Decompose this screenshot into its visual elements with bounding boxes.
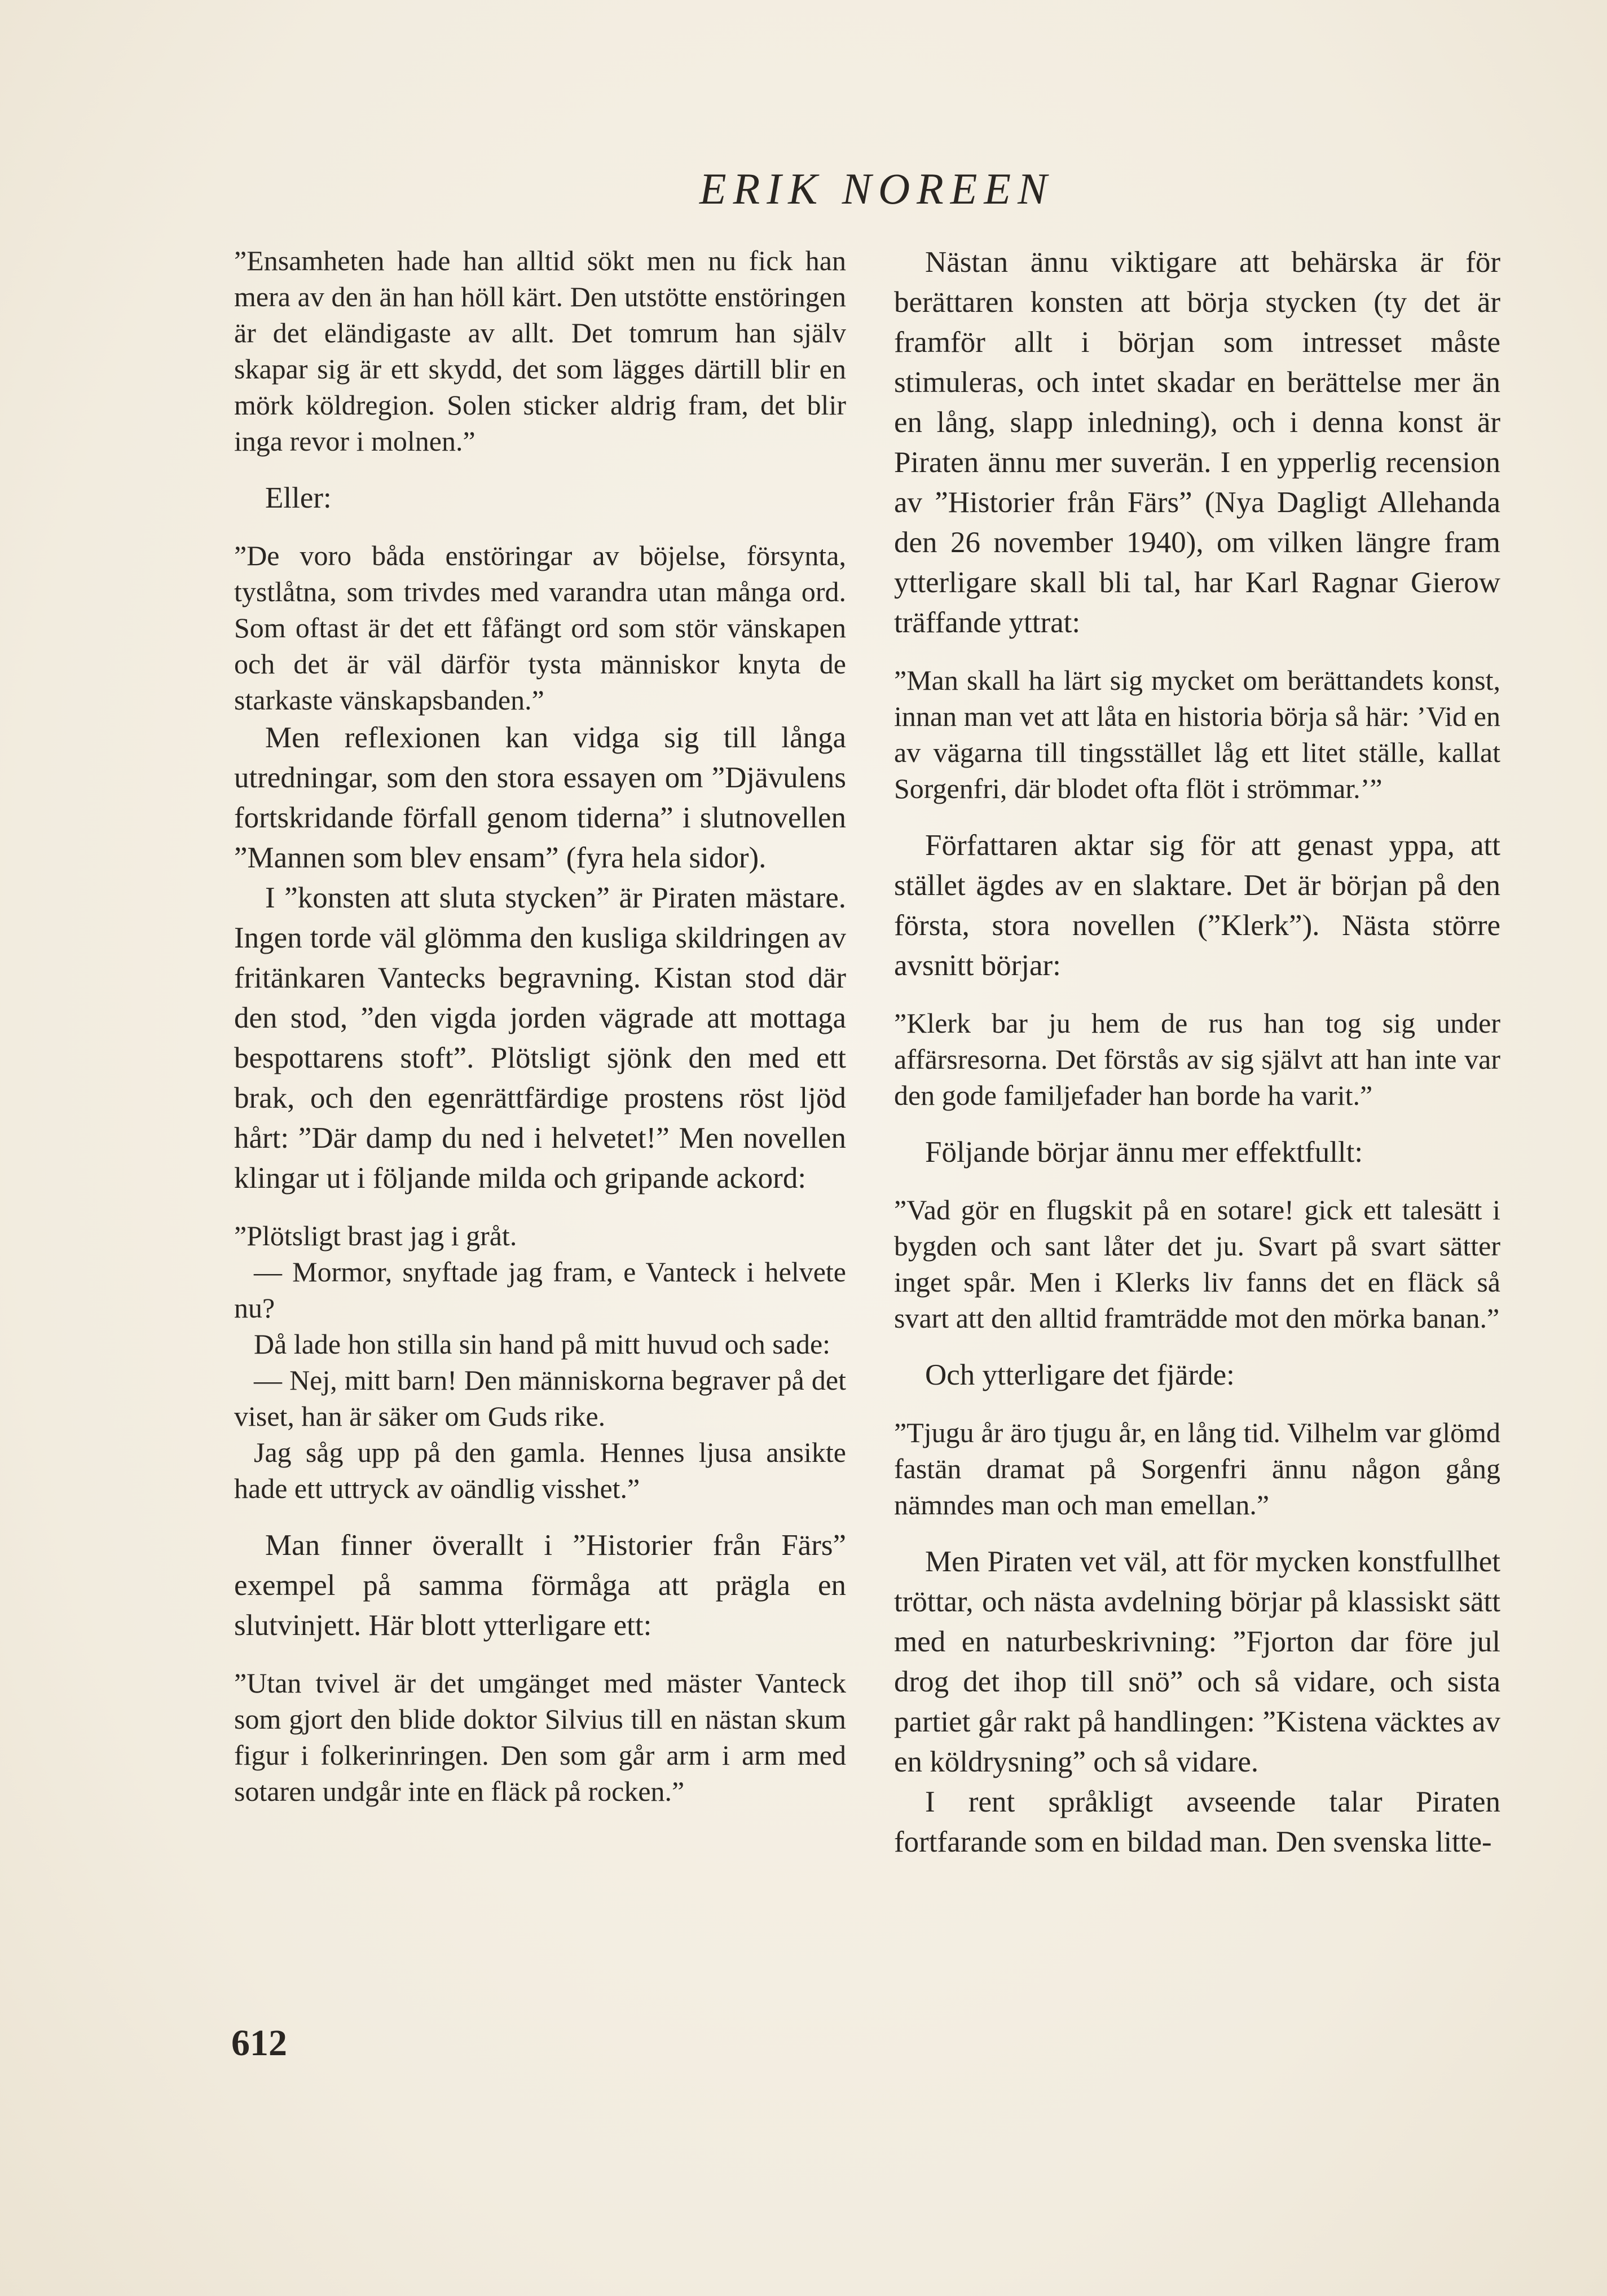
quote-paragraph: ”Tjugu år äro tjugu år, en lång tid. Vilhelm var glömd fastän dramat på Sorgenfri ännu någon gång nämndes man och man emellan.”	[894, 1417, 1500, 1521]
quote-line: Jag såg upp på den gamla. Hennes ljusa ansikte hade ett uttryck av oändlig visshet.”	[234, 1436, 846, 1504]
paragraph: Följande börjar ännu mer effektfullt:	[925, 1136, 1363, 1169]
paragraph: Eller:	[265, 482, 332, 514]
paragraph: I rent språkligt avseende talar Piraten fortfarande som en bildad man. Den svenska litte-	[894, 1786, 1500, 1858]
quote-line: Då lade hon stilla sin hand på mitt huvud och sade:	[254, 1328, 831, 1360]
left-column	[234, 243, 846, 1809]
quote-paragraph: ”Ensamheten hade han alltid sökt men nu fick han mera av den än han höll kärt. Den utstötte enstöringen är det eländigaste av allt. Det tomrum han själv skapar sig är ett skydd, det som lägges därtill blir en mörk köldregion. Solen sticker aldrig fram, det blir inga revor i molnen.”	[234, 245, 846, 457]
quote-line: — Nej, mitt barn! Den människorna begraver på det viset, han är säker om Guds rike.	[234, 1364, 846, 1432]
quote-paragraph: ”Utan tvivel är det umgänget med mäster Vanteck som gjort den blide doktor Silvius till en nästan skum figur i folkerinringen. Den som går arm i arm med sotaren undgår inte en fläck på rocken.”	[234, 1667, 846, 1807]
quote-paragraph: ”Klerk bar ju hem de rus han tog sig under affärsresorna. Det förstås av sig självt att han inte var den gode familjefader han borde ha varit.”	[894, 1007, 1500, 1111]
paragraph: Författaren aktar sig för att genast yppa, att stället ägdes av en slaktare. Det är början på den första, stora novellen (”Klerk”). Nästa större avsnitt börjar:	[894, 829, 1500, 982]
quote-line: ”Plötsligt brast jag i gråt.	[234, 1220, 517, 1251]
quote-line: — Mormor, snyftade jag fram, e Vanteck i helvete nu?	[234, 1256, 846, 1324]
quote-paragraph: ”Vad gör en flugskit på en sotare! gick ett talesätt i bygden och sant låter det ju. Svart på svart sätter inget spår. Men i Klerks liv fanns det en fläck så svart att den alltid framträdde mot den mörka banan.”	[894, 1194, 1500, 1334]
right-column	[894, 243, 1500, 1862]
paragraph: Nästan ännu viktigare att behärska är för berättaren konsten att börja stycken (ty det är framför allt i början som intresset måste stimuleras, och intet skadar en berättelse mer än en lång, slapp inledning), och i denna konst är Piraten ännu mer suverän. I en ypperlig recension av ”Historier från Färs” (Nya Dagligt Allehanda den 26 november 1940), om vilken längre fram ytterligare skall bli tal, har Karl Ragnar Gierow träffande yttrat:	[894, 246, 1500, 639]
quote-paragraph: ”De voro båda enstöringar av böjelse, försynta, tystlåtna, som trivdes med varandra utan många ord. Som oftast är det ett fåfängt ord som stör vänskapen och det är väl därför tysta människor knyta de starkaste vänskapsbanden.”	[234, 540, 846, 716]
running-head: ERIK NOREEN	[699, 164, 1054, 213]
paragraph: Men reflexionen kan vidga sig till långa utredningar, som den stora essayen om ”Djävulens fortskridande förfall genom tiderna” i slutnovellen ”Mannen som blev ensam” (fyra hela sidor).	[234, 721, 846, 874]
page-number: 612	[231, 2022, 287, 2064]
paragraph: Och ytterligare det fjärde:	[925, 1359, 1235, 1391]
paragraph: I ”konsten att sluta stycken” är Piraten mästare. Ingen torde väl glömma den kusliga skildringen av fritänkaren Vantecks begravning. Kistan stod där den stod, ”den vigda jorden vägrade att mottaga bespottarens stoft”. Plötsligt sjönk den med ett brak, och den egenrättfärdige prostens röst ljöd hårt: ”Där damp du ned i helvetet!” Men novellen klingar ut i följande milda och gripande ackord:	[234, 882, 846, 1195]
quote-paragraph: ”Man skall ha lärt sig mycket om berättandets konst, innan man vet att låta en historia börja så här: ’Vid en av vägarna till tingsstället låg ett litet ställe, kallat Sorgenfri, där blodet ofta flöt i strömmar.’”	[894, 664, 1500, 804]
paragraph: Man finner överallt i ”Historier från Färs” exempel på samma förmåga att prägla en slutvinjett. Här blott ytterligare ett:	[234, 1529, 846, 1642]
paragraph: Men Piraten vet väl, att för mycken konstfullhet tröttar, och nästa avdelning börjar på klassiskt sätt med en naturbeskrivning: ”Fjorton dar före jul drog det ihop till snö” och så vidare, och sista partiet går rakt på handlingen: ”Kistena väcktes av en köldrysning” och så vidare.	[894, 1545, 1500, 1778]
